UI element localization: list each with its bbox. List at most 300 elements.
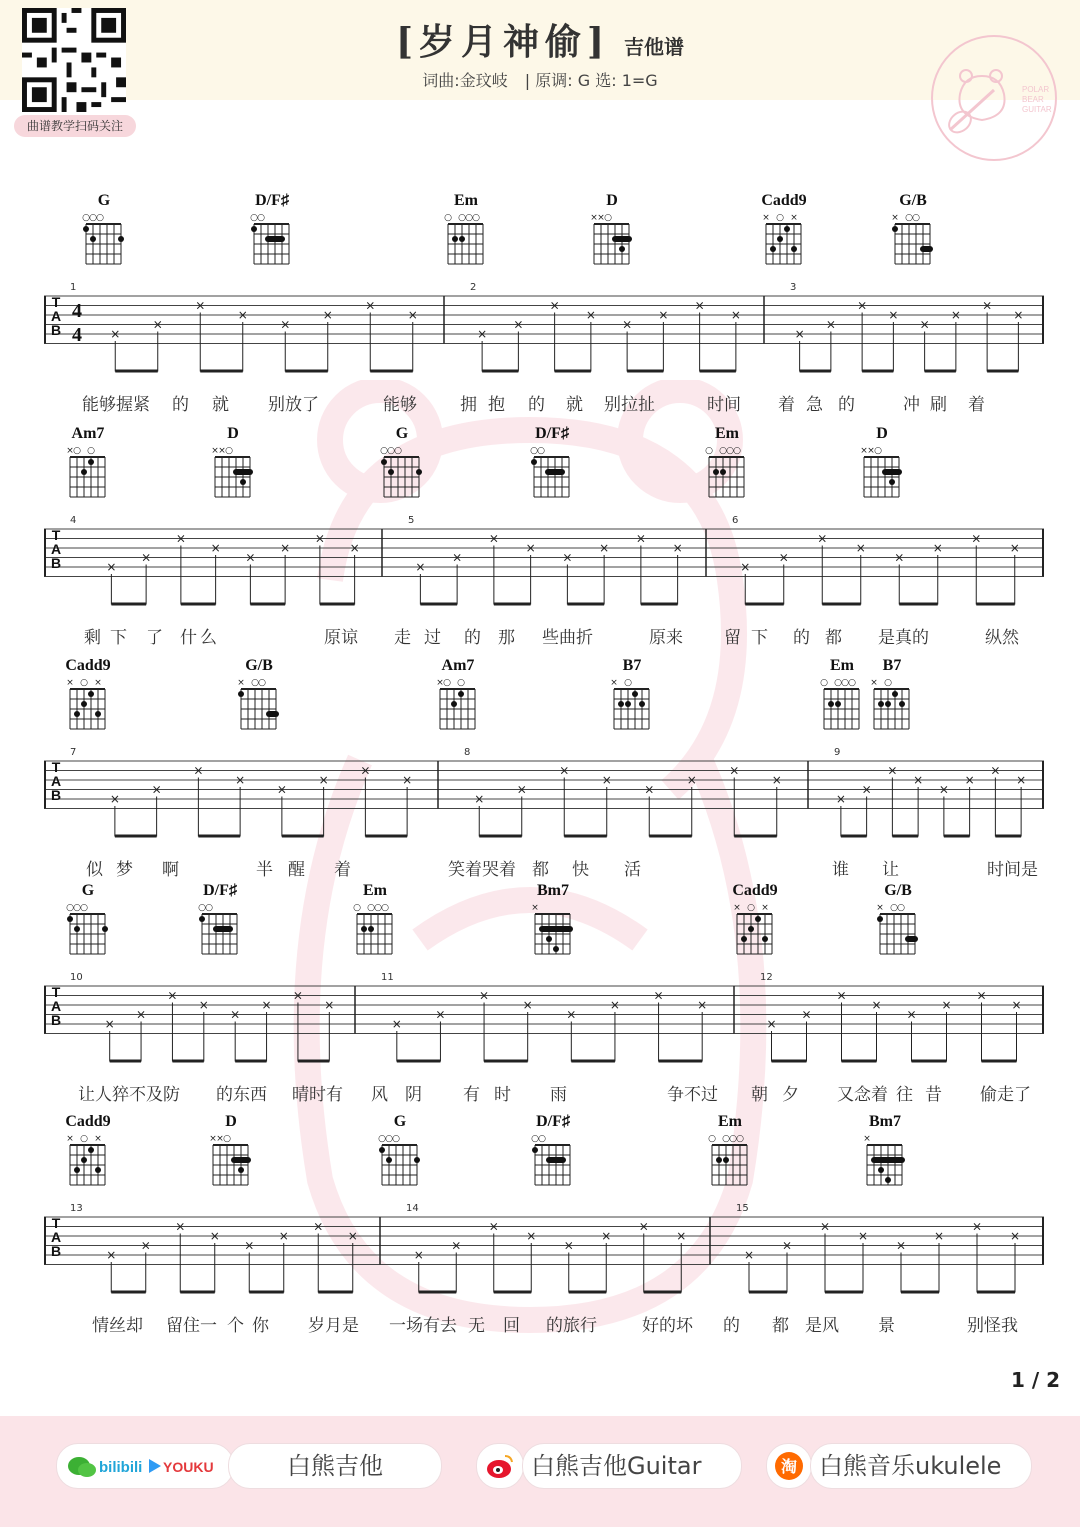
chord-grid [862,675,922,747]
chord-grid [58,1131,118,1203]
chord-name: D/F♯ [203,882,237,899]
svg-text:○: ○ [841,678,849,688]
svg-text:×: × [549,298,560,313]
svg-text:×: × [66,678,74,688]
lyric-syllable: 是风 [805,1316,839,1336]
lyric-syllable: 原来 [649,628,683,648]
svg-text:×: × [762,213,770,223]
lyric-syllable: 都 [825,628,842,648]
lyric-syllable: 都 [772,1316,789,1336]
chord-name: Am7 [441,657,475,674]
chord-name: Cadd9 [732,882,778,899]
lyric-syllable: 谁 [832,860,849,880]
svg-text:×: × [415,560,426,574]
svg-text:○: ○ [834,678,842,688]
chord-name: Cadd9 [65,657,111,674]
chord-diagram [862,657,922,747]
lyric-syllable: 时间 [707,395,741,415]
lyric-syllable: 下 [110,628,127,648]
svg-text:○: ○ [385,1134,393,1144]
chord-diagram [883,192,943,282]
svg-text:×: × [349,541,360,555]
svg-text:○: ○ [537,446,545,456]
lyric-syllable: 偷走了 [980,1085,1031,1105]
tab-letter: A [50,308,62,324]
lyric-syllable: 着 [968,395,985,415]
chord-name: D [876,425,888,442]
svg-text:×: × [794,327,805,341]
lyric-syllable: 着 [334,860,351,880]
tab-letter: B [50,555,62,571]
lyric-syllable: 让人猝不及防 [78,1085,180,1105]
svg-text:×: × [104,1017,115,1031]
chord-diagram [582,192,642,282]
svg-text:×: × [141,550,152,565]
chord-name: D [606,192,618,209]
svg-text:×: × [324,998,335,1012]
chord-grid [58,443,118,515]
lyric-syllable: 能够握紧 [82,395,150,415]
chord-grid [242,210,302,282]
lyric-syllable: 阴 [405,1085,422,1105]
chord-name: B7 [622,657,642,674]
svg-text:×: × [729,763,740,778]
lyric-syllable: 晴时有 [292,1085,343,1105]
svg-text:×: × [913,773,924,787]
svg-text:×: × [175,531,186,546]
chord-name: G [393,1113,407,1130]
chord-diagram [372,425,432,515]
svg-text:×: × [863,1134,871,1144]
lyric-syllable: 昔 [925,1085,942,1105]
chord-name: D/F♯ [535,425,569,442]
svg-text:×: × [888,308,899,322]
svg-text:○: ○ [250,213,258,223]
bar-number: 4 [70,515,77,526]
chord-grid [370,1131,430,1203]
lyric-syllable: 好的坏 [642,1316,693,1336]
svg-text:×: × [94,1134,102,1144]
lyric-syllable: 雨 [550,1085,567,1105]
chord-diagram [700,1113,760,1203]
svg-text:×: × [513,317,524,332]
tab-letter: T [51,984,61,1000]
song-title-sub: 吉他谱 [624,35,685,59]
tab-staff [44,972,1044,1042]
svg-text:×: × [871,998,882,1012]
lyric-syllable: 留 [724,628,741,648]
lyric-syllable: 那 [498,628,515,648]
svg-text:×: × [895,1238,907,1253]
chord-name: B7 [882,657,902,674]
svg-text:×: × [870,678,878,688]
svg-text:○: ○ [387,446,395,456]
lyric-syllable: 活 [624,860,641,880]
tab-staff [44,515,1044,585]
bar-number: 13 [70,1203,83,1214]
svg-text:×: × [175,1219,186,1234]
lyric-syllable: 抱 [488,395,505,415]
lyric-syllable: 的东西 [216,1085,267,1105]
svg-text:×: × [525,541,536,555]
lyric-syllable: 别怪我 [967,1316,1018,1336]
chord-name: G/B [899,192,927,209]
lyric-syllable: 半 [256,860,273,880]
lyric-syllable: 下 [751,628,768,648]
svg-text:×: × [237,308,248,322]
svg-text:×: × [245,550,256,565]
svg-text:○: ○ [719,446,727,456]
svg-text:○: ○ [381,903,389,913]
svg-text:×: × [876,903,884,913]
chord-name: G/B [245,657,273,674]
lyric-syllable: 么 [200,628,217,648]
chord-diagram [58,882,118,972]
svg-text:×: × [559,763,570,778]
svg-text:○: ○ [374,903,382,913]
page-number: 1 / 2 [1010,1368,1060,1392]
composer-credit: 词曲:金玟岐 [422,71,508,90]
chord-name: D/F♯ [536,1113,570,1130]
song-meta [0,68,1080,91]
logo-text-1: POLAR [1022,85,1050,94]
tab-letter: T [51,527,61,543]
lyric-syllable: 什 [180,628,197,648]
footer-link-baixiong-guitar[interactable]: 白熊吉他 [228,1443,442,1489]
chord-diagram [754,192,814,282]
svg-text:×: × [766,1017,777,1031]
svg-text:○: ○ [353,903,361,913]
chord-grid [372,443,432,515]
svg-text:×: × [235,773,246,787]
svg-text:×: × [990,763,1001,778]
svg-text:×: × [694,298,705,313]
logo-text-2: BEAR [1022,95,1044,104]
lyric-syllable: 过 [424,628,441,648]
tab-letter: T [51,294,61,310]
chord-name: Cadd9 [65,1113,111,1130]
svg-text:×: × [906,1007,917,1022]
bar-number: 6 [732,515,739,526]
chord-diagram [58,425,118,515]
svg-text:×: × [280,317,291,332]
lyric-syllable: 景 [878,1316,895,1336]
svg-text:×: × [531,903,539,913]
svg-text:○: ○ [747,903,755,913]
chord-diagram [345,882,405,972]
lyric-syllable: 情丝却 [92,1316,143,1336]
svg-text:×: × [781,1238,793,1253]
tab-letter: B [50,322,62,338]
svg-text:×: × [526,1229,537,1243]
svg-text:×: × [347,1229,358,1243]
svg-text:×: × [857,298,868,313]
lyric-syllable: 一场有去 [389,1316,457,1336]
svg-text:○: ○ [722,1134,730,1144]
svg-text:○: ○ [225,446,233,456]
chord-diagram [852,425,912,515]
taobao-badge[interactable] [766,1443,812,1489]
svg-text:○: ○ [392,1134,400,1144]
svg-text:×: × [733,903,741,913]
svg-text:○: ○ [905,213,913,223]
svg-text:○: ○ [380,446,388,456]
svg-text:×: × [861,782,872,797]
lyric-syllable: 时间是 [987,860,1038,880]
chord-grid [203,443,263,515]
lyric-syllable: 有 [463,1085,480,1105]
video-platforms-badge[interactable] [56,1443,234,1489]
svg-text:×: × [152,317,163,332]
chord-name: G [97,192,111,209]
time-signature-bottom: 4 [72,324,82,346]
lyric-syllable: 的旅行 [546,1316,597,1336]
lyric-syllable: 急 [806,395,823,415]
svg-text:×: × [686,773,697,787]
svg-text:×: × [585,308,596,322]
svg-text:×: × [522,998,533,1012]
tab-letter: A [50,541,62,557]
svg-text:×: × [790,213,798,223]
lyric-syllable: 走 [394,628,411,648]
time-signature-top: 4 [72,300,82,322]
lyric-syllable: 时 [494,1085,511,1105]
svg-text:○: ○ [624,678,632,688]
svg-text:○: ○ [874,446,882,456]
lyric-syllable: 留住一 [166,1316,217,1336]
svg-text:○: ○ [848,678,856,688]
lyric-syllable: 朝 [751,1085,768,1105]
svg-text:×: × [276,782,287,797]
lyric-syllable: 是真的 [878,628,929,648]
svg-text:×: × [402,773,413,787]
svg-text:×: × [562,550,573,565]
bar-number: 10 [70,972,83,983]
svg-text:×: × [413,1248,424,1262]
lyric-syllable: 往 [896,1085,913,1105]
svg-text:×: × [360,763,371,778]
svg-text:×: × [622,317,633,332]
chord-grid [868,900,928,972]
svg-text:×: × [488,531,499,546]
svg-text:○: ○ [82,213,90,223]
chord-grid [428,675,488,747]
lyric-syllable: 你 [252,1316,269,1336]
chord-diagram [523,1113,583,1203]
svg-text:×: × [106,560,117,574]
svg-text:×: × [237,678,245,688]
chord-name: Em [718,1113,742,1130]
taobao-icon [767,1444,811,1488]
svg-text:○: ○ [729,1134,737,1144]
chord-grid [754,210,814,282]
svg-text:×: × [857,1229,869,1243]
lyric-syllable: 风 [371,1085,388,1105]
lyric-syllable: 岁月是 [308,1316,359,1336]
svg-text:○: ○ [367,903,375,913]
song-title [0,14,1080,65]
svg-text:○: ○ [733,446,741,456]
bar-number: 12 [760,972,773,983]
chord-name: D/F♯ [255,192,289,209]
svg-text:×: × [218,446,226,456]
svg-text:○: ○ [705,446,713,456]
lyric-syllable: 着 [778,395,795,415]
svg-text:×: × [109,792,120,806]
bar-number: 1 [70,282,77,293]
svg-text:×: × [638,1219,649,1234]
svg-text:×: × [106,1248,117,1262]
song-title-main: [岁月神偷] [395,21,611,63]
svg-text:×: × [801,1007,812,1022]
chord-grid [602,675,662,747]
bar-number: 14 [406,1203,419,1214]
chord-grid [58,675,118,747]
chord-diagram [523,882,583,972]
svg-text:×: × [653,988,664,1003]
svg-text:○: ○ [394,446,402,456]
lyric-syllable: 别放了 [268,395,319,415]
chord-grid [58,900,118,972]
svg-text:○: ○ [443,678,451,688]
svg-text:○: ○ [258,678,266,688]
chord-grid [345,900,405,972]
svg-text:×: × [1016,773,1027,787]
svg-text:×: × [66,1134,74,1144]
chord-grid [855,1131,915,1203]
youku-logo-text: YOUKU [163,1459,214,1475]
svg-text:×: × [601,1229,612,1243]
lyric-syllable: 的 [723,1316,740,1336]
svg-text:×: × [976,988,987,1003]
svg-text:×: × [971,1219,983,1234]
svg-text:×: × [964,773,975,787]
svg-text:×: × [136,1007,147,1022]
svg-text:○: ○ [66,903,74,913]
svg-text:×: × [479,988,490,1003]
chord-grid [700,1131,760,1203]
svg-text:○: ○ [726,446,734,456]
svg-text:×: × [211,446,219,456]
svg-text:×: × [761,903,769,913]
svg-text:×: × [1011,998,1022,1012]
lyric-syllable: 刷 [930,395,947,415]
svg-text:×: × [209,1229,220,1243]
lyric-syllable: 了 [146,628,163,648]
svg-text:×: × [436,678,444,688]
chord-grid [436,210,496,282]
svg-text:×: × [982,298,993,313]
tab-staff [44,1203,1044,1273]
svg-text:×: × [771,773,782,787]
footer-link-ukulele[interactable]: 白熊音乐ukulele [810,1443,1032,1489]
bar-number: 7 [70,747,77,758]
chord-name: Cadd9 [761,192,807,209]
chord-name: Em [363,882,387,899]
svg-text:×: × [198,998,209,1012]
wechat-bilibili-youku-icons [57,1444,233,1488]
lyric-syllable: 冲 [903,395,920,415]
chord-diagram [602,657,662,747]
svg-text:○: ○ [205,903,213,913]
bar-number: 8 [464,747,471,758]
weibo-badge[interactable] [476,1443,524,1489]
svg-text:×: × [209,1134,217,1144]
chord-name: G [81,882,95,899]
svg-text:×: × [597,213,605,223]
svg-text:×: × [313,1219,324,1234]
svg-text:×: × [672,541,683,555]
svg-text:×: × [676,1229,687,1243]
svg-text:×: × [836,988,847,1003]
svg-text:×: × [210,541,221,555]
footer-link-weibo-guitar[interactable]: 白熊吉他Guitar [522,1443,742,1489]
svg-text:×: × [94,678,102,688]
svg-text:×: × [860,446,868,456]
chord-grid [201,1131,261,1203]
svg-text:×: × [230,1007,241,1022]
lyric-syllable: 的 [838,395,855,415]
bar-number: 2 [470,282,477,293]
chord-diagram [868,882,928,972]
svg-text:×: × [314,531,325,546]
svg-text:○: ○ [444,213,452,223]
svg-text:×: × [609,998,620,1012]
svg-text:×: × [658,308,669,322]
svg-text:×: × [193,763,204,778]
svg-text:×: × [891,213,899,223]
svg-text:×: × [887,763,898,778]
svg-text:×: × [244,1238,255,1253]
svg-text:×: × [151,782,162,797]
tab-letter: B [50,1012,62,1028]
svg-text:○: ○ [378,1134,386,1144]
chord-name: Bm7 [869,1113,901,1130]
bar-number: 9 [834,747,841,758]
lyric-syllable: 笑着哭着 [448,860,516,880]
chord-diagram [229,657,289,747]
svg-text:×: × [867,446,875,456]
lyric-syllable: 原谅 [324,628,358,648]
svg-text:×: × [590,213,598,223]
chord-diagram [74,192,134,282]
svg-text:×: × [216,1134,224,1144]
svg-text:○: ○ [465,213,473,223]
svg-text:×: × [66,446,74,456]
svg-text:○: ○ [80,903,88,913]
qr-caption: 曲谱教学扫码关注 [14,115,136,137]
svg-text:×: × [730,308,741,322]
lyric-syllable: 让 [882,860,899,880]
svg-text:×: × [610,678,618,688]
svg-text:×: × [488,1219,499,1234]
svg-text:×: × [365,298,376,313]
chord-grid [697,443,757,515]
svg-text:×: × [825,317,836,332]
svg-text:×: × [778,550,789,565]
svg-text:×: × [601,773,612,787]
svg-text:×: × [894,550,905,565]
svg-text:×: × [938,782,949,797]
svg-text:○: ○ [820,678,828,688]
svg-text:○: ○ [890,903,898,913]
chord-grid [883,210,943,282]
svg-text:×: × [817,531,828,546]
svg-text:×: × [919,317,930,332]
svg-text:×: × [195,298,206,313]
svg-text:○: ○ [223,1134,231,1144]
svg-text:○: ○ [884,678,892,688]
